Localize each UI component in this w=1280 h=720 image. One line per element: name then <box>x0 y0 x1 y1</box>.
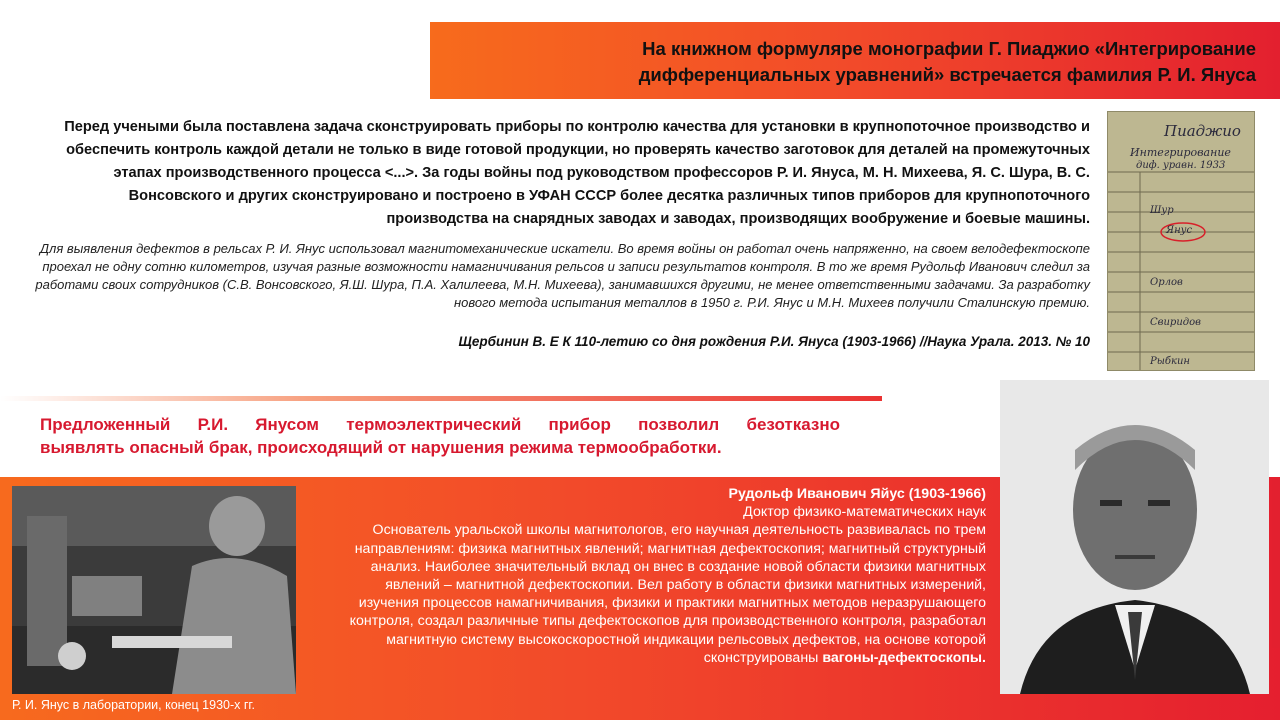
title-banner <box>430 22 1280 99</box>
bio-bold-end: вагоны-дефектоскопы. <box>822 649 986 666</box>
side-accent <box>1272 478 1280 648</box>
main-paragraph: Перед учеными была поставлена задача сконструировать приборы по контролю качества для установки в крупнопоточное производство и обеспечить контроль каждой детали не только в виде готовой продукции, но проверять качество заготовок для деталей на промежуточных этапах производственного процесса <...>. За годы войны под руководством профессоров Р. И. Януса, М. Н. Михеева, Я. С. Шура, В. С. Вонсовского и других сконструировано и построено в УФАН СССР более десятка различных типов приборов для крупнопоточного производства на снарядных заводах и заводах, производящих вообружение и боевые машины. <box>64 119 1090 227</box>
card-line: диф. уравн. 1933 <box>1136 160 1226 171</box>
portrait-photo <box>1000 380 1269 694</box>
lab-photo-drawing <box>12 486 296 694</box>
card-line: Свиридов <box>1150 317 1201 328</box>
card-line: Орлов <box>1150 277 1183 288</box>
bio-degree: Доктор физико-математических наук <box>743 504 986 521</box>
page-title: На книжном формуляре монографии Г. Пиаджио «Интегрирование дифференциальных уравнений» встречается фамилия Р. И. Януса <box>638 38 1256 85</box>
biography <box>330 485 986 667</box>
bio-name: Рудольф Иванович Яйус (1903-1966) <box>728 486 986 502</box>
red-statement-line1: Предложенный Р.И. Янусом термоэлектрический прибор позволил безотказно <box>40 415 840 434</box>
card-line: Интегрирование <box>1130 146 1231 159</box>
red-statement-line2: выявлять опасный брак, происходящий от нарушения режима термообработки. <box>40 438 722 457</box>
library-card-image <box>1107 111 1255 371</box>
card-line: Пиаджио <box>1164 122 1241 140</box>
red-statement <box>40 413 840 459</box>
citation: Щербинин В. Е К 110-летию со дня рождения Р.И. Януса (1903-1966) //Наука Урала. 2013. № 10 <box>458 334 1090 349</box>
portrait-drawing <box>1000 380 1269 694</box>
lab-photo <box>12 486 296 694</box>
bio-body: Основатель уральской школы магнитологов, его научная деятельность развивалась по трем направлениям: физика магнитных явлений; магнитная дефектоскопия; магнитный структурный анализ. Наиболее значительный вклад он внес в создание новой области физики магнитных явлений – магнитной дефектоскопии. Вел работу в области физики магнитных измерений, изучения процессов намагничивания, физики и практики магнитных методов неразрушающего контроля, создал различные типы дефектоскопов для производственного контроля, разработал магнитную систему высокоскоростной индикации рельсовых дефектов, на основе которой сконструированы <box>349 522 986 666</box>
card-line: Рыбкин <box>1150 356 1190 367</box>
lab-photo-caption: Р. И. Янус в лаборатории, конец 1930-х гг. <box>12 698 255 712</box>
section-divider <box>0 396 882 401</box>
bio-text <box>330 521 986 667</box>
card-line: Шур <box>1150 205 1174 216</box>
card-line: Янус <box>1166 225 1193 236</box>
quote-paragraph: Для выявления дефектов в рельсах Р. И. Янус использовал магнитомеханические искатели. Во время войны он работал очень напряженно, на своем велодефектоскопе проехал не одну сотню километров, изучая разные возможности намагничивания рельсов и записи результатов контроля. В то же время Рудольф Иванович следил за работами своих сотрудников (С.В. Вонсовского, Я.Ш. Шура, П.А. Халилеева, М.Н. Михеева), занимавшихся другими, не менее ответственными задачами. За разработку нового метода испытания металлов в 1950 г. Р.И. Янус и М.Н. Михеев получили Сталинскую премию. <box>35 241 1090 310</box>
